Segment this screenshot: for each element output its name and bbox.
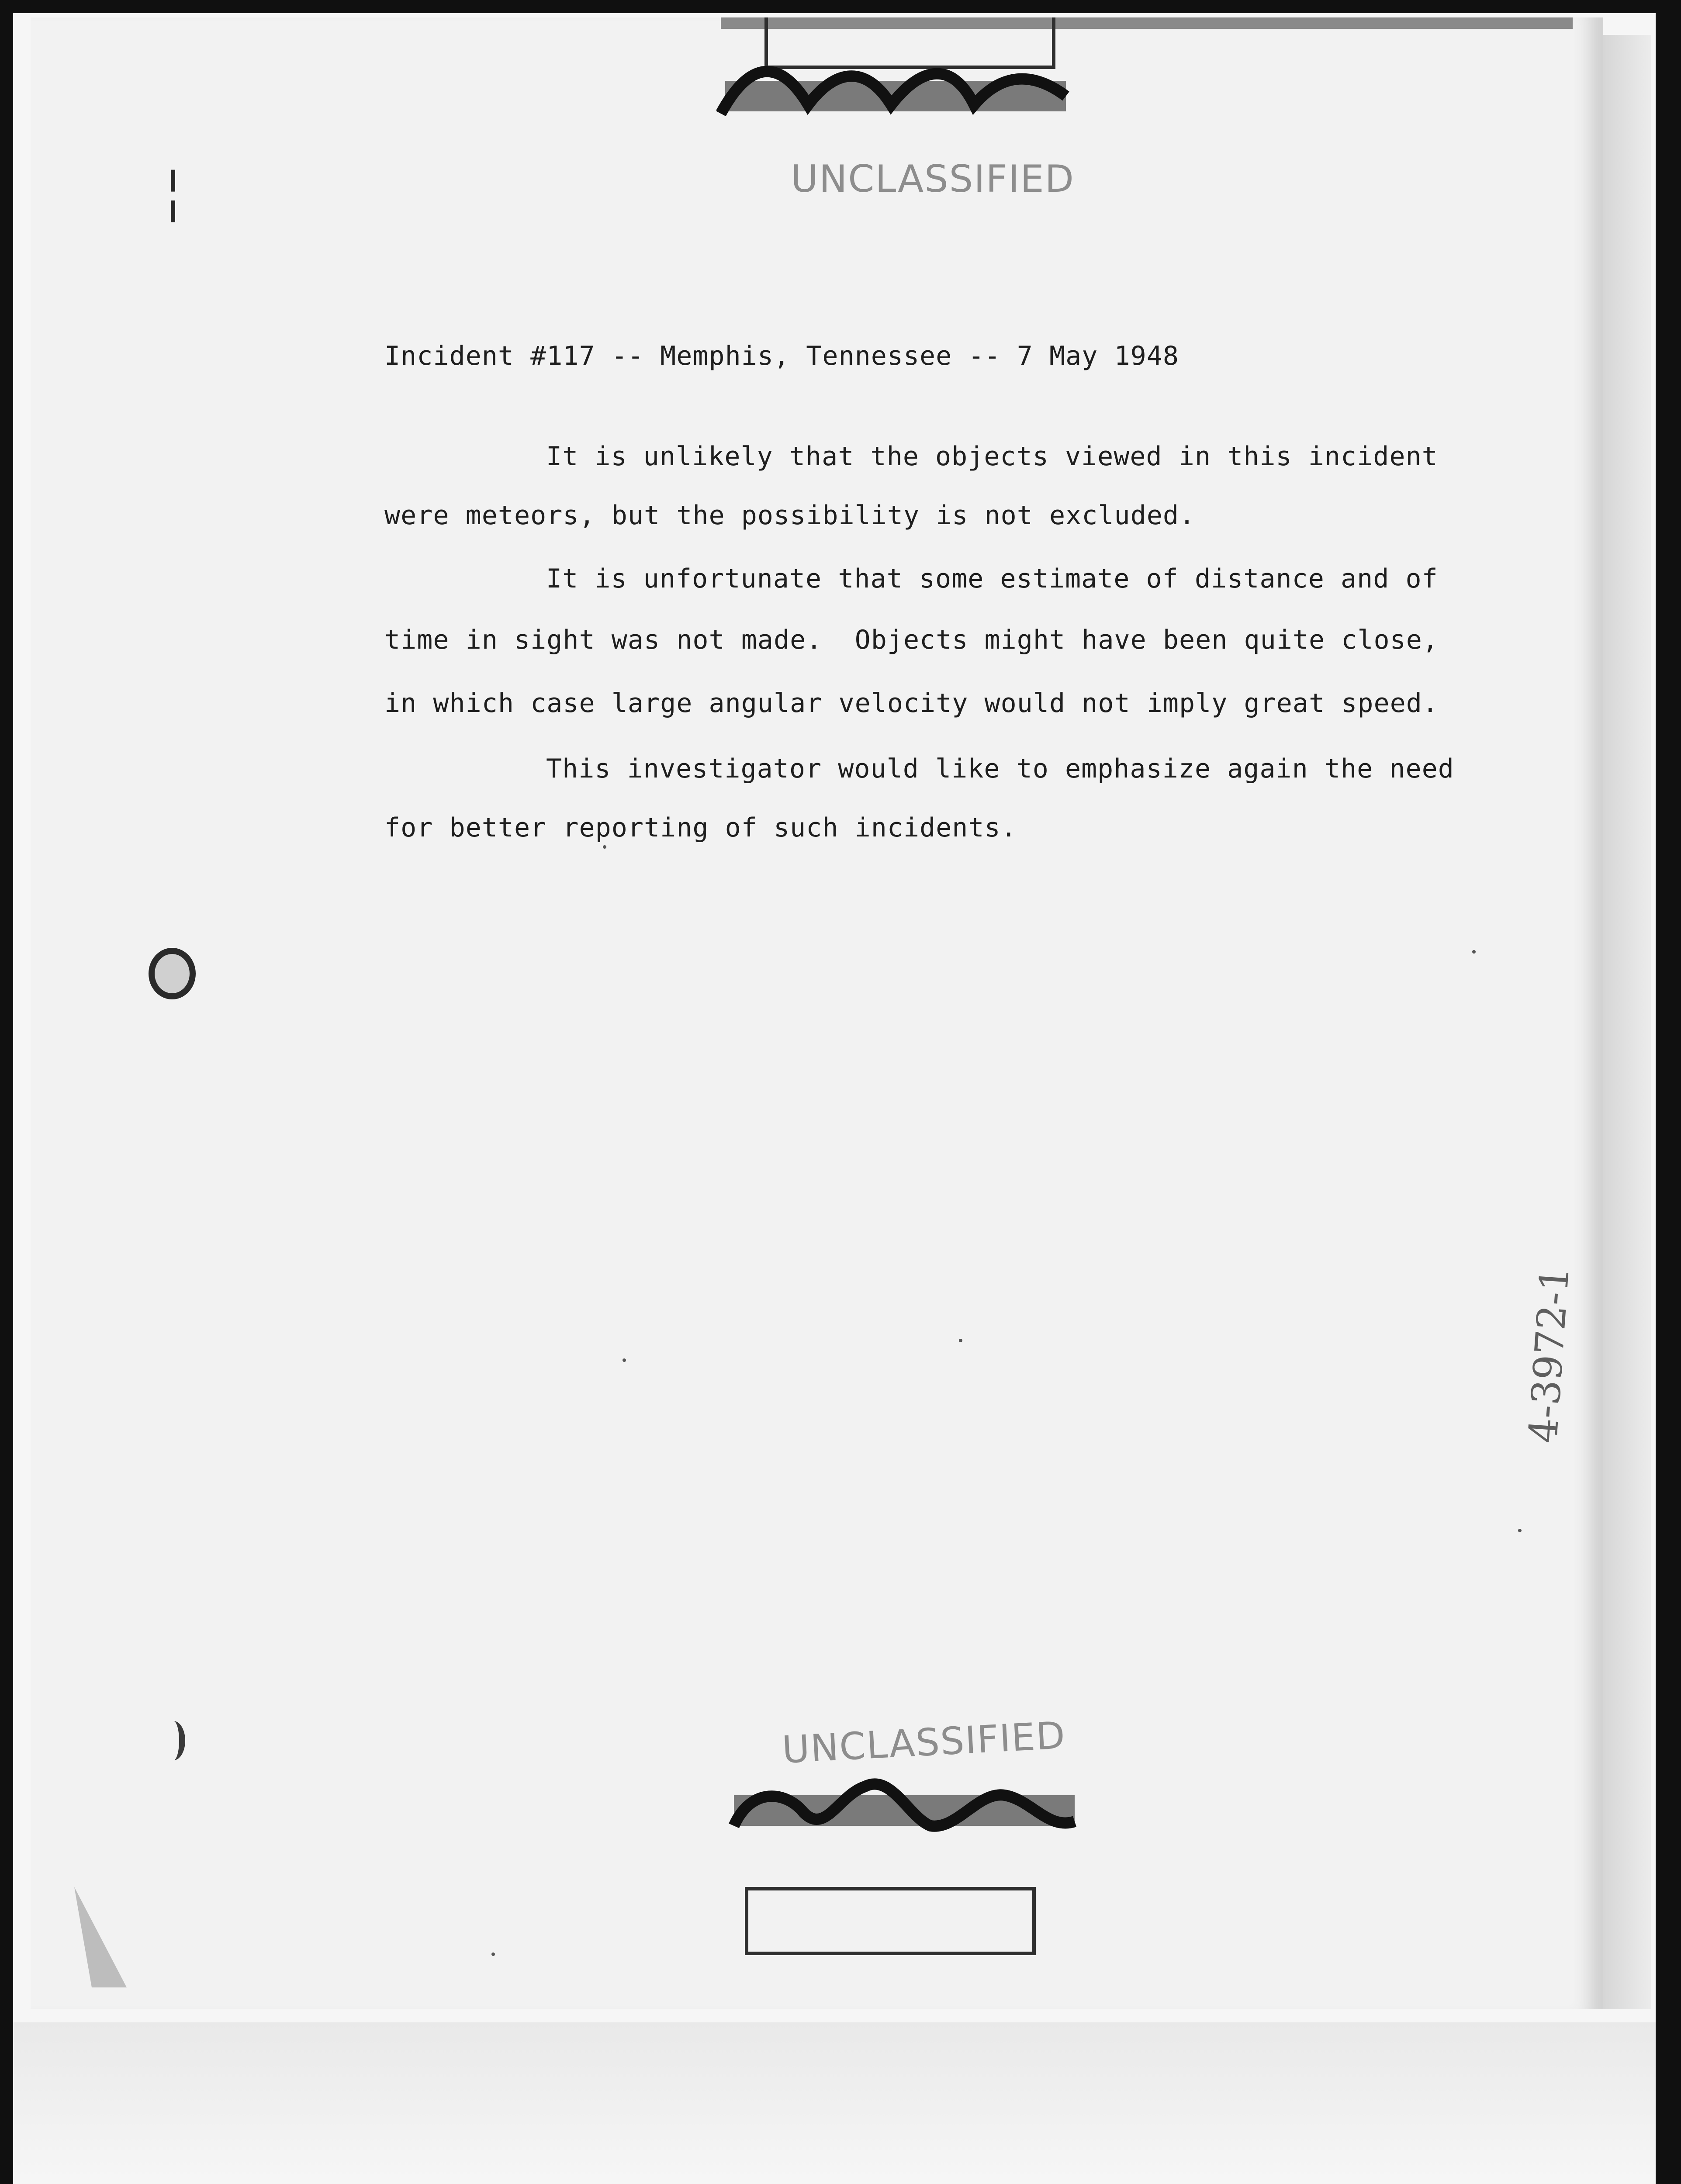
scan-speck [623, 1358, 626, 1362]
punch-hole-bottom [162, 1721, 185, 1760]
redaction-scribble-top [716, 66, 1075, 127]
scan-speck [1518, 1529, 1522, 1532]
redaction-box-top [764, 17, 1055, 69]
text-line: time in sight was not made. Objects might have been quite close, [384, 625, 1439, 655]
text-line: for better reporting of such incidents. [384, 812, 1017, 843]
document-heading: Incident #117 -- Memphis, Tennessee -- 7 May 1948 [384, 341, 1179, 371]
redaction-box-bottom [745, 1887, 1036, 1955]
scan-speck [491, 1952, 495, 1956]
scan-speck [1472, 950, 1476, 954]
scan-speck [603, 845, 606, 849]
page-edge-shadow [1603, 35, 1651, 2009]
classification-stamp-top: UNCLASSIFIED [791, 157, 1075, 201]
redaction-scribble-bottom [725, 1778, 1083, 1839]
scan-speck [959, 1339, 962, 1342]
text-line: were meteors, but the possibility is not excluded. [384, 500, 1196, 531]
text-line: This investigator would like to emphasize again the need [546, 753, 1454, 784]
margin-handwriting: 4-3972-1 [1520, 1265, 1578, 1445]
text-line: It is unfortunate that some estimate of distance and of [546, 563, 1438, 594]
punch-hole-middle [149, 948, 196, 999]
text-line: in which case large angular velocity would not imply great speed. [384, 688, 1439, 719]
text-line: It is unlikely that the objects viewed in this incident [546, 441, 1438, 472]
scan-bottom-band [13, 2022, 1656, 2184]
classification-stamp-bottom: UNCLASSIFIED [781, 1714, 1067, 1772]
document-page [31, 17, 1603, 2009]
page-corner-smudge [74, 1887, 144, 1992]
punch-hole-top: ╎ [157, 166, 189, 227]
